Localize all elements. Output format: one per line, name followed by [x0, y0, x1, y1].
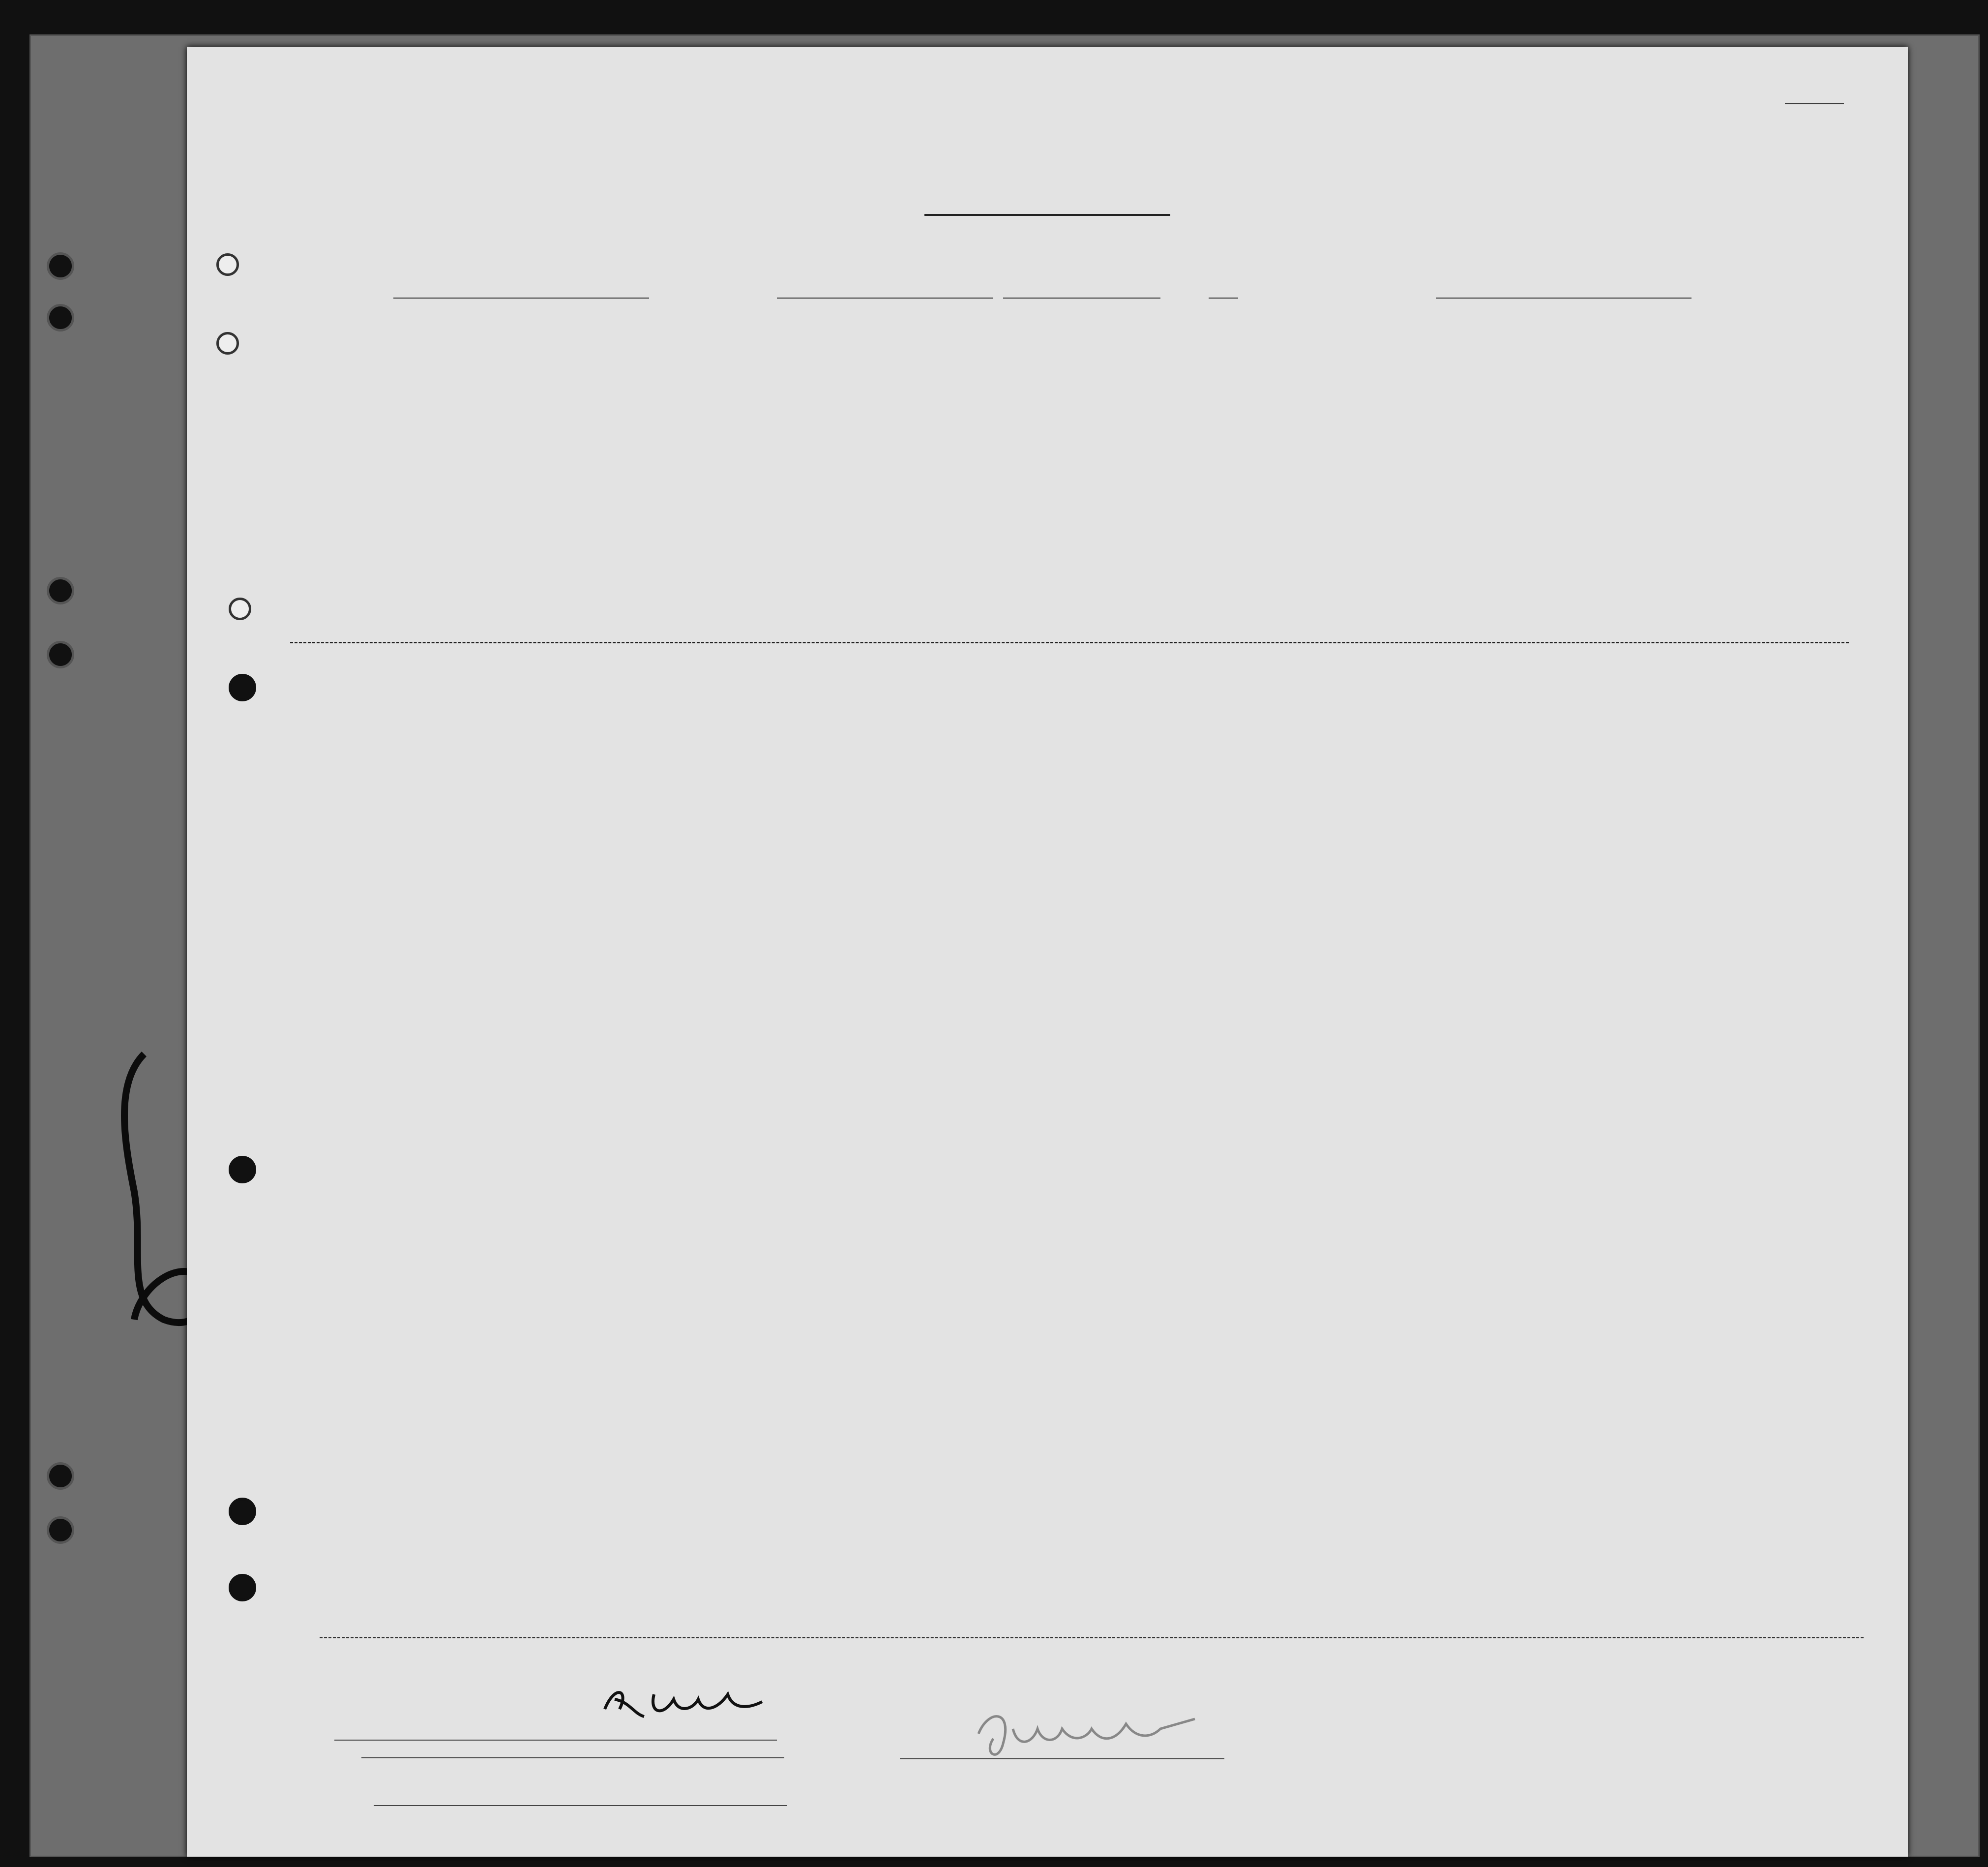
title-underline — [924, 214, 1170, 216]
vessel-name — [393, 298, 649, 299]
owners-value — [361, 1757, 784, 1758]
punch-hole — [229, 1156, 256, 1183]
punch-hole — [47, 641, 74, 668]
manifest-page — [187, 47, 1908, 1857]
row-31-dashed-line — [320, 1637, 1864, 1638]
row-6-strikethrough — [290, 642, 1849, 643]
inspector-signature — [969, 1694, 1205, 1768]
punch-hole — [47, 304, 74, 331]
arrival-date — [1003, 298, 1160, 299]
punch-hole — [47, 1516, 74, 1544]
punch-hole — [229, 1498, 256, 1525]
inspector-underline — [900, 1758, 1224, 1759]
punch-hole — [47, 577, 74, 604]
punch-hole — [47, 252, 74, 280]
line-underline — [334, 1740, 777, 1741]
from-port — [1436, 298, 1691, 299]
punch-hole — [47, 1462, 74, 1490]
punch-hole — [229, 598, 251, 620]
punch-hole — [216, 253, 239, 276]
sheet-number — [1785, 103, 1844, 104]
punch-hole — [229, 1574, 256, 1601]
punch-hole — [229, 674, 256, 701]
arrival-year — [1209, 298, 1238, 299]
arriving-port — [777, 298, 993, 299]
purser-signature — [600, 1680, 767, 1724]
punch-hole — [216, 332, 239, 355]
local-agents-underline — [374, 1805, 787, 1806]
